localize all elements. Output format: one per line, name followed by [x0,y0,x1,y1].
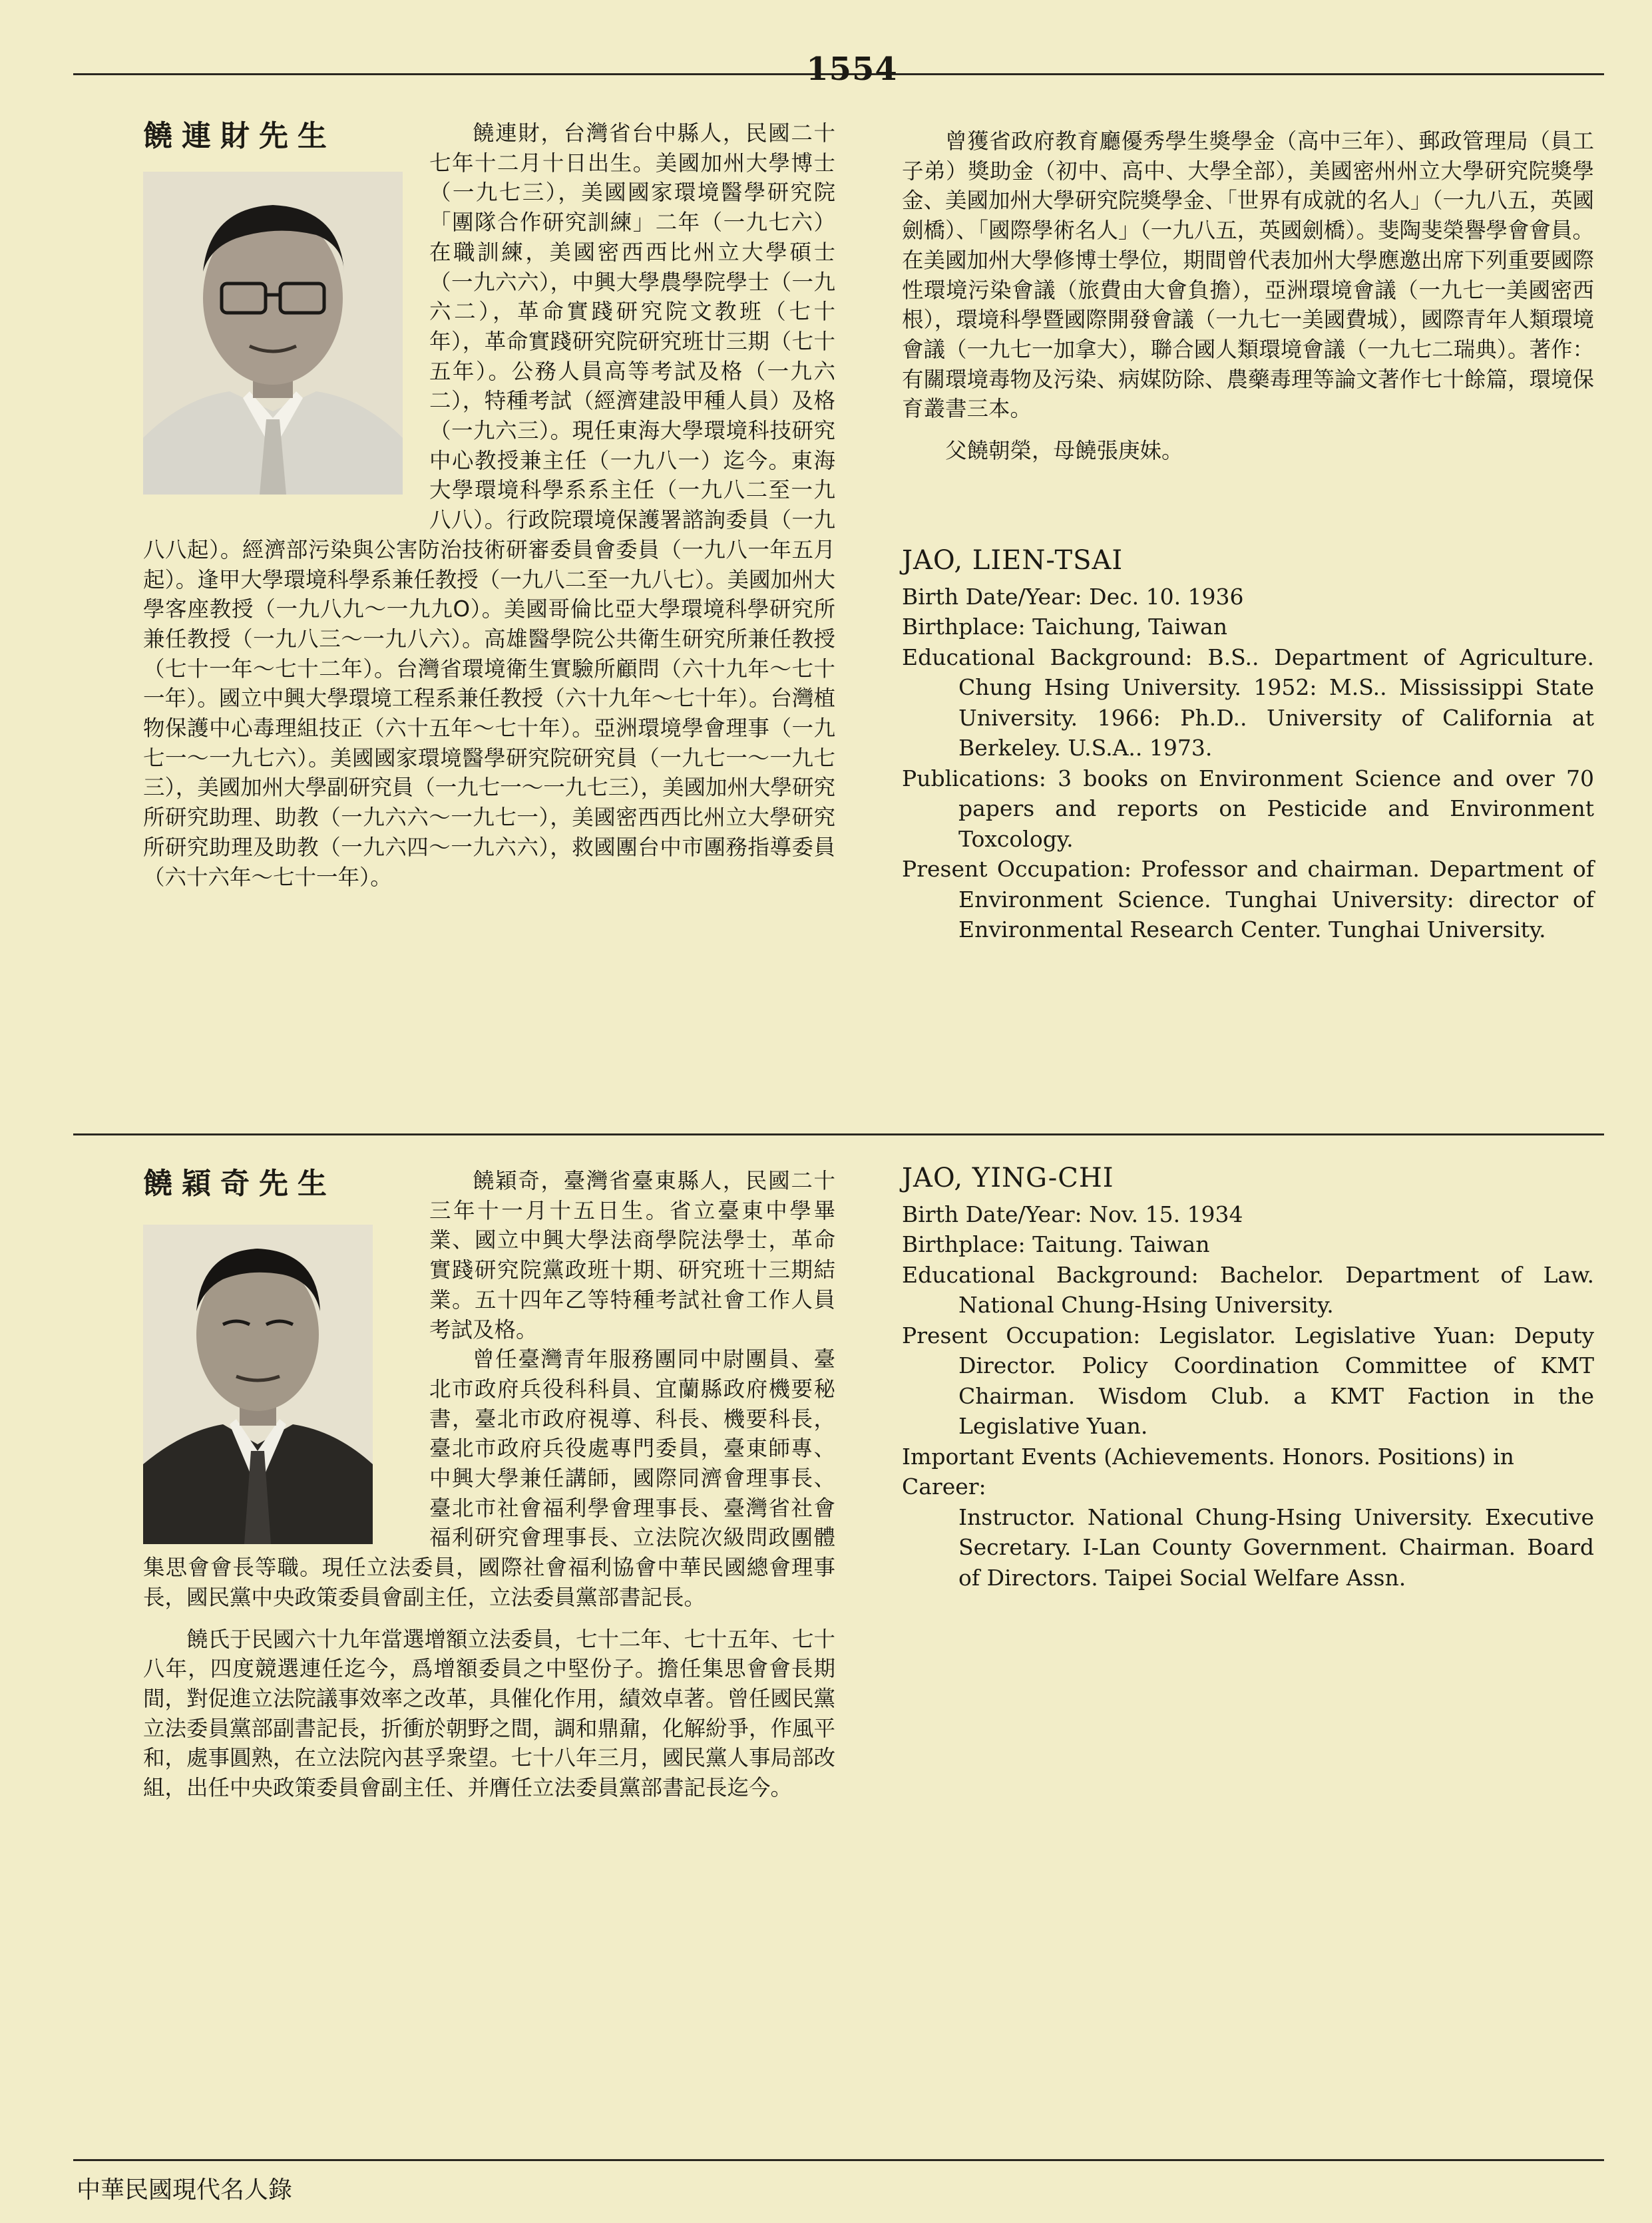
field-value: Dec. 10. 1936 [1089,583,1244,610]
entry1-bio-zh [143,118,835,1123]
field-value: Taitung. Taiwan [1032,1231,1210,1257]
entry2-bio-paragraph-1: 饒穎奇，臺灣省臺東縣人，民國二十三年十一月十五日生。省立臺東中學畢業、國立中興大學法商學院法學士，革命實踐研究院黨政班十期、研究班十三期結業。五十四年乙等特種考試社會工作人員考試及格。 [429,1168,835,1342]
field-value: Professor and chairman. Department of Environment Science. Tunghai University: director of Environmental Research Center. Tunghai University. [958,856,1594,942]
entry2-photo-float [143,1166,429,1525]
entry1-publications [902,763,1594,855]
field-value: Nov. 15. 1934 [1089,1201,1243,1227]
entry2-birth-date [902,1199,1594,1230]
entry1-name-zh: 饒連財先生 [143,119,336,153]
entry1-birth-date [902,582,1594,612]
field-value: Taichung, Taiwan [1032,614,1227,640]
entry2-birthplace [902,1229,1594,1260]
field-label: Educational Background: [902,1261,1199,1288]
field-value: 3 books on Environment Science and over 70 papers and reports on Pesticide and Environment Toxcology. [958,765,1594,852]
entry2-bio-en [902,1163,1594,1593]
field-label: Important Events (Achievements. Honors. Positions) in Career: [902,1443,1514,1500]
entry2-name-en: JAO, YING-CHI [902,1163,1114,1193]
entry1-birthplace [902,612,1594,642]
page-number: 1554 [806,51,898,88]
footer-title: 中華民國現代名人錄 [77,2176,293,2204]
entry2-important-events [902,1442,1594,1593]
entry1-name-en: JAO, LIEN-TSAI [902,545,1124,576]
entry2-bio-paragraph-3: 饒氏于民國六十九年當選增額立法委員，七十二年、七十五年、七十八年，四度競選連任迄今，爲增額委員之中堅份子。擔任集思會會長期間，對促進立法院議事效率之改革，具催化作用，績效卓著。曾任國民黨立法委員黨部副書記長，折衝於朝野之間，調和鼎鼐，化解紛爭，作風平和，處事圓熟，在立法院內甚孚衆望。七十八年三月，國民黨人事局部改組，出任中央政策委員會副主任、并膺任立法委員黨部書記長迄今。 [143,1626,836,1801]
field-label: Educational Background: [902,644,1193,670]
entry1-bio-paragraph-2: 曾獲省政府教育廳優秀學生獎學金（高中三年）、郵政管理局（員工子弟）獎助金（初中、高中、大學全部），美國密州州立大學研究院獎學金、美國加州大學研究院獎學金、「世界有成就的名人」（一九八五，英國劍橋）、「國際學術名人」（一九八五，英國劍橋）。斐陶斐榮譽學會會員。在美國加州大學修博士學位，期間曾代表加州大學應邀出席下列重要國際性環境污染會議（旅費由大會負擔），亞洲環境會議（一九七一美國密西根），環境科學暨國際開發會議（一九七一美國費城），國際青年人類環境會議（一九七一加拿大），聯合國人類環境會議（一九七二瑞典）。著作：有關環境毒物及污染、病媒防除、農藥毒理等論文著作七十餘篇，環境保育叢書三本。 [902,128,1595,422]
field-label: Present Occupation: [902,1322,1141,1348]
entry2-bio-paragraph-2: 曾任臺灣青年服務團同中尉團員、臺北市政府兵役科科員、宜蘭縣政府機要秘書，臺北市政府視導、科長、機要科長，臺北市政府兵役處專門委員，臺東師專、中興大學兼任講師，國際同濟會理事長、臺北市社會福利學會理事長、臺灣省社會福利研究會理事長、立法院次級問政團體集思會會長等職。現任立法委員，國際社會福利協會中華民國總會理事長，國民黨中央政策委員會副主任，立法委員黨部書記長。 [143,1346,835,1610]
field-label: Birthplace: [902,614,1026,640]
field-label: Birth Date/Year: [902,583,1082,610]
field-value: B.S.. Department of Agriculture. Chung Hsing University. 1952: M.S.. Mississippi State University. 1966: Ph.D.. University of California at Berkeley. U.S.A.. 1973. [958,644,1594,761]
footer-rule [73,2159,1604,2161]
field-label: Birthplace: [902,1231,1026,1257]
entry2-name-zh: 饒穎奇先生 [143,1167,336,1201]
entry1-bio-en [902,546,1594,945]
entry1-photo-float [143,118,429,531]
entry2-bio-zh [143,1166,835,1925]
entry1-occupation [902,854,1594,945]
entry-divider [73,1133,1604,1135]
entry1-education [902,642,1594,763]
field-value: Instructor. National Chung-Hsing University. Executive Secretary. I-Lan County Government. Chairman. Board of Directors. Taipei Social Welfare Assn. [958,1504,1594,1591]
field-label: Publications: [902,765,1046,791]
entry1-bio-paragraph-1: 饒連財，台灣省台中縣人，民國二十七年十二月十日出生。美國加州大學博士（一九七三），美國國家環境醫學研究院「團隊合作研究訓練」二年（一九七六）在職訓練，美國密西西比州立大學碩士（一九六六），中興大學農學院學士（一九六二），革命實踐研究院文教班（七十年），革命實踐研究院研究班廿三期（七十五年）。公務人員高等考試及格（一九六二），特種考試（經濟建設甲種人員）及格（一九六三）。現任東海大學環境科技研究中心教授兼主任（一九八一）迄今。東海大學環境科學系系主任（一九八二至一九八八）。行政院環境保護署諮詢委員（一九八八起）。經濟部污染與公害防治技術研審委員會委員（一九八一年五月起）。逢甲大學環境科學系兼任教授（一九八二至一九八七）。美國加州大學客座教授（一九八九～一九九O）。美國哥倫比亞大學環境科學研究所兼任教授（一九八三～一九八六）。高雄醫學院公共衛生研究所兼任教授（七十一年～七十二年）。台灣省環境衛生實驗所顧問（六十九年～七十一年）。國立中興大學環境工程系兼任教授（六十九年～七十年）。台灣植物保護中心毒理組技正（六十五年～七十年）。亞洲環境學會理事（一九七一～一九七六）。美國國家環境醫學研究院研究員（一九七一～一九七三），美國加州大學副研究員（一九七一～一九七三），美國加州大學研究所研究助理、助教（一九六六～一九七一），美國密西西比州立大學研究所研究助理及助教（一九六四～一九六六），救國團台中市團務指導委員（六十六年～七十一年）。 [143,120,836,890]
entry2-education [902,1260,1594,1320]
field-label: Birth Date/Year: [902,1201,1082,1227]
field-value: Bachelor. Department of Law. National Chung-Hsing University. [958,1261,1594,1318]
entry1-bio-paragraph-3: 父饒朝榮，母饒張庚妹。 [945,438,1183,464]
entry1-bio-zh-continued [902,126,1594,493]
field-value: Legislator. Legislative Yuan: Deputy Director. Policy Coordination Committee of KMT Chairman. Wisdom Club. a KMT Faction in the Legislative Yuan. [958,1322,1594,1439]
entry2-occupation [902,1320,1594,1442]
field-label: Present Occupation: [902,856,1132,882]
